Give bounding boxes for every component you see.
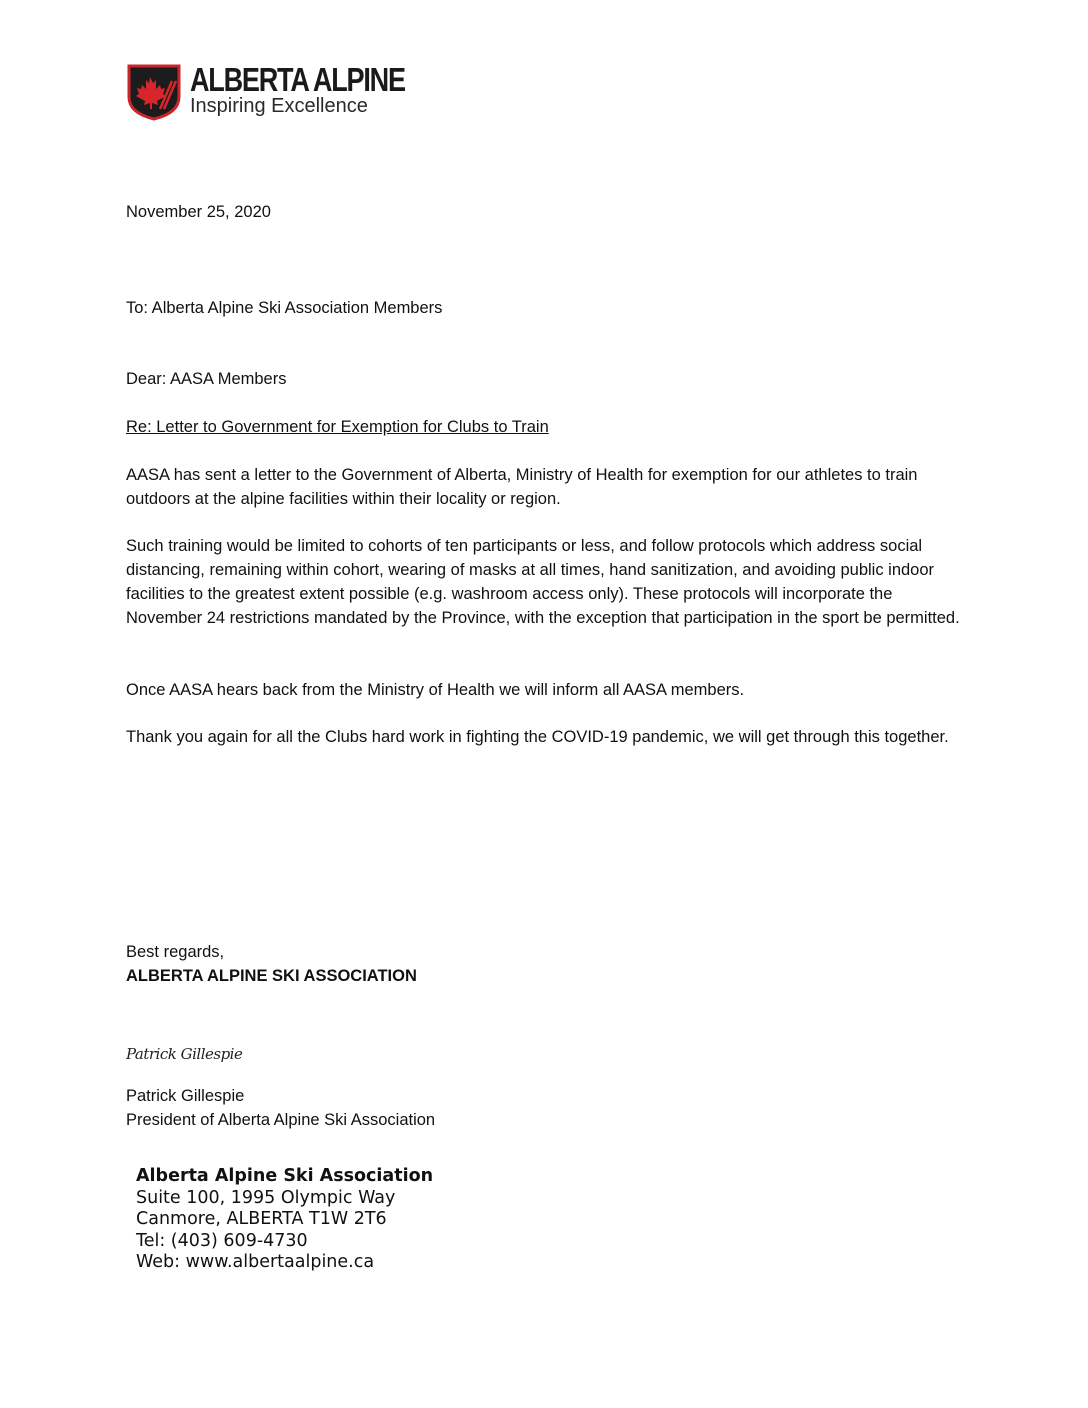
logo-tagline: Inspiring Excellence	[190, 95, 368, 117]
footer-tel: Tel: (403) 609-4730	[136, 1230, 308, 1251]
alberta-alpine-logo	[126, 61, 405, 121]
handwritten-signature: Patrick Gillespie	[126, 1045, 243, 1063]
signer-name: Patrick Gillespie	[126, 1087, 245, 1105]
letter-date: November 25, 2020	[126, 203, 271, 221]
letter-salutation: Dear: AASA Members	[126, 370, 287, 388]
letter-recipient: To: Alberta Alpine Ski Association Members	[126, 299, 443, 317]
maple-leaf-shield-icon	[126, 63, 182, 121]
footer-web: Web: www.albertaalpine.ca	[136, 1252, 375, 1272]
paragraph-2: Such training would be limited to cohorts of ten participants or less, and follow protocols which address social distancing, remaining within cohort, wearing of masks at all times, hand sanitization, and avoiding public indoor facilities to the greatest extent possible (e.g. washroom access only). These protocols will incorporate the November 24 restrictions mandated by the Province, with the exception that participation in the sport be permitted.	[126, 537, 960, 627]
letter-closing: Best regards,	[126, 943, 225, 961]
paragraph-3: Once AASA hears back from the Ministry of Health we will inform all AASA members.	[126, 681, 745, 699]
letter-subject: Re: Letter to Government for Exemption for Clubs to Train	[126, 418, 549, 436]
paragraph-4: Thank you again for all the Clubs hard work in fighting the COVID-19 pandemic, we will get through this together.	[126, 728, 949, 746]
footer-address-line1: Suite 100, 1995 Olympic Way	[136, 1187, 396, 1208]
paragraph-1: AASA has sent a letter to the Government of Alberta, Ministry of Health for exemption for our athletes to train outdoors at the alpine facilities within their locality or region.	[126, 466, 918, 508]
logo-title: ALBERTA ALPINE	[190, 61, 405, 98]
signer-title: President of Alberta Alpine Ski Association	[126, 1111, 436, 1129]
footer-org-name: Alberta Alpine Ski Association	[136, 1166, 434, 1186]
footer-address-block	[136, 1166, 433, 1274]
footer-address-line2: Canmore, ALBERTA T1W 2T6	[136, 1209, 387, 1229]
letter-organization: ALBERTA ALPINE SKI ASSOCIATION	[126, 967, 417, 985]
